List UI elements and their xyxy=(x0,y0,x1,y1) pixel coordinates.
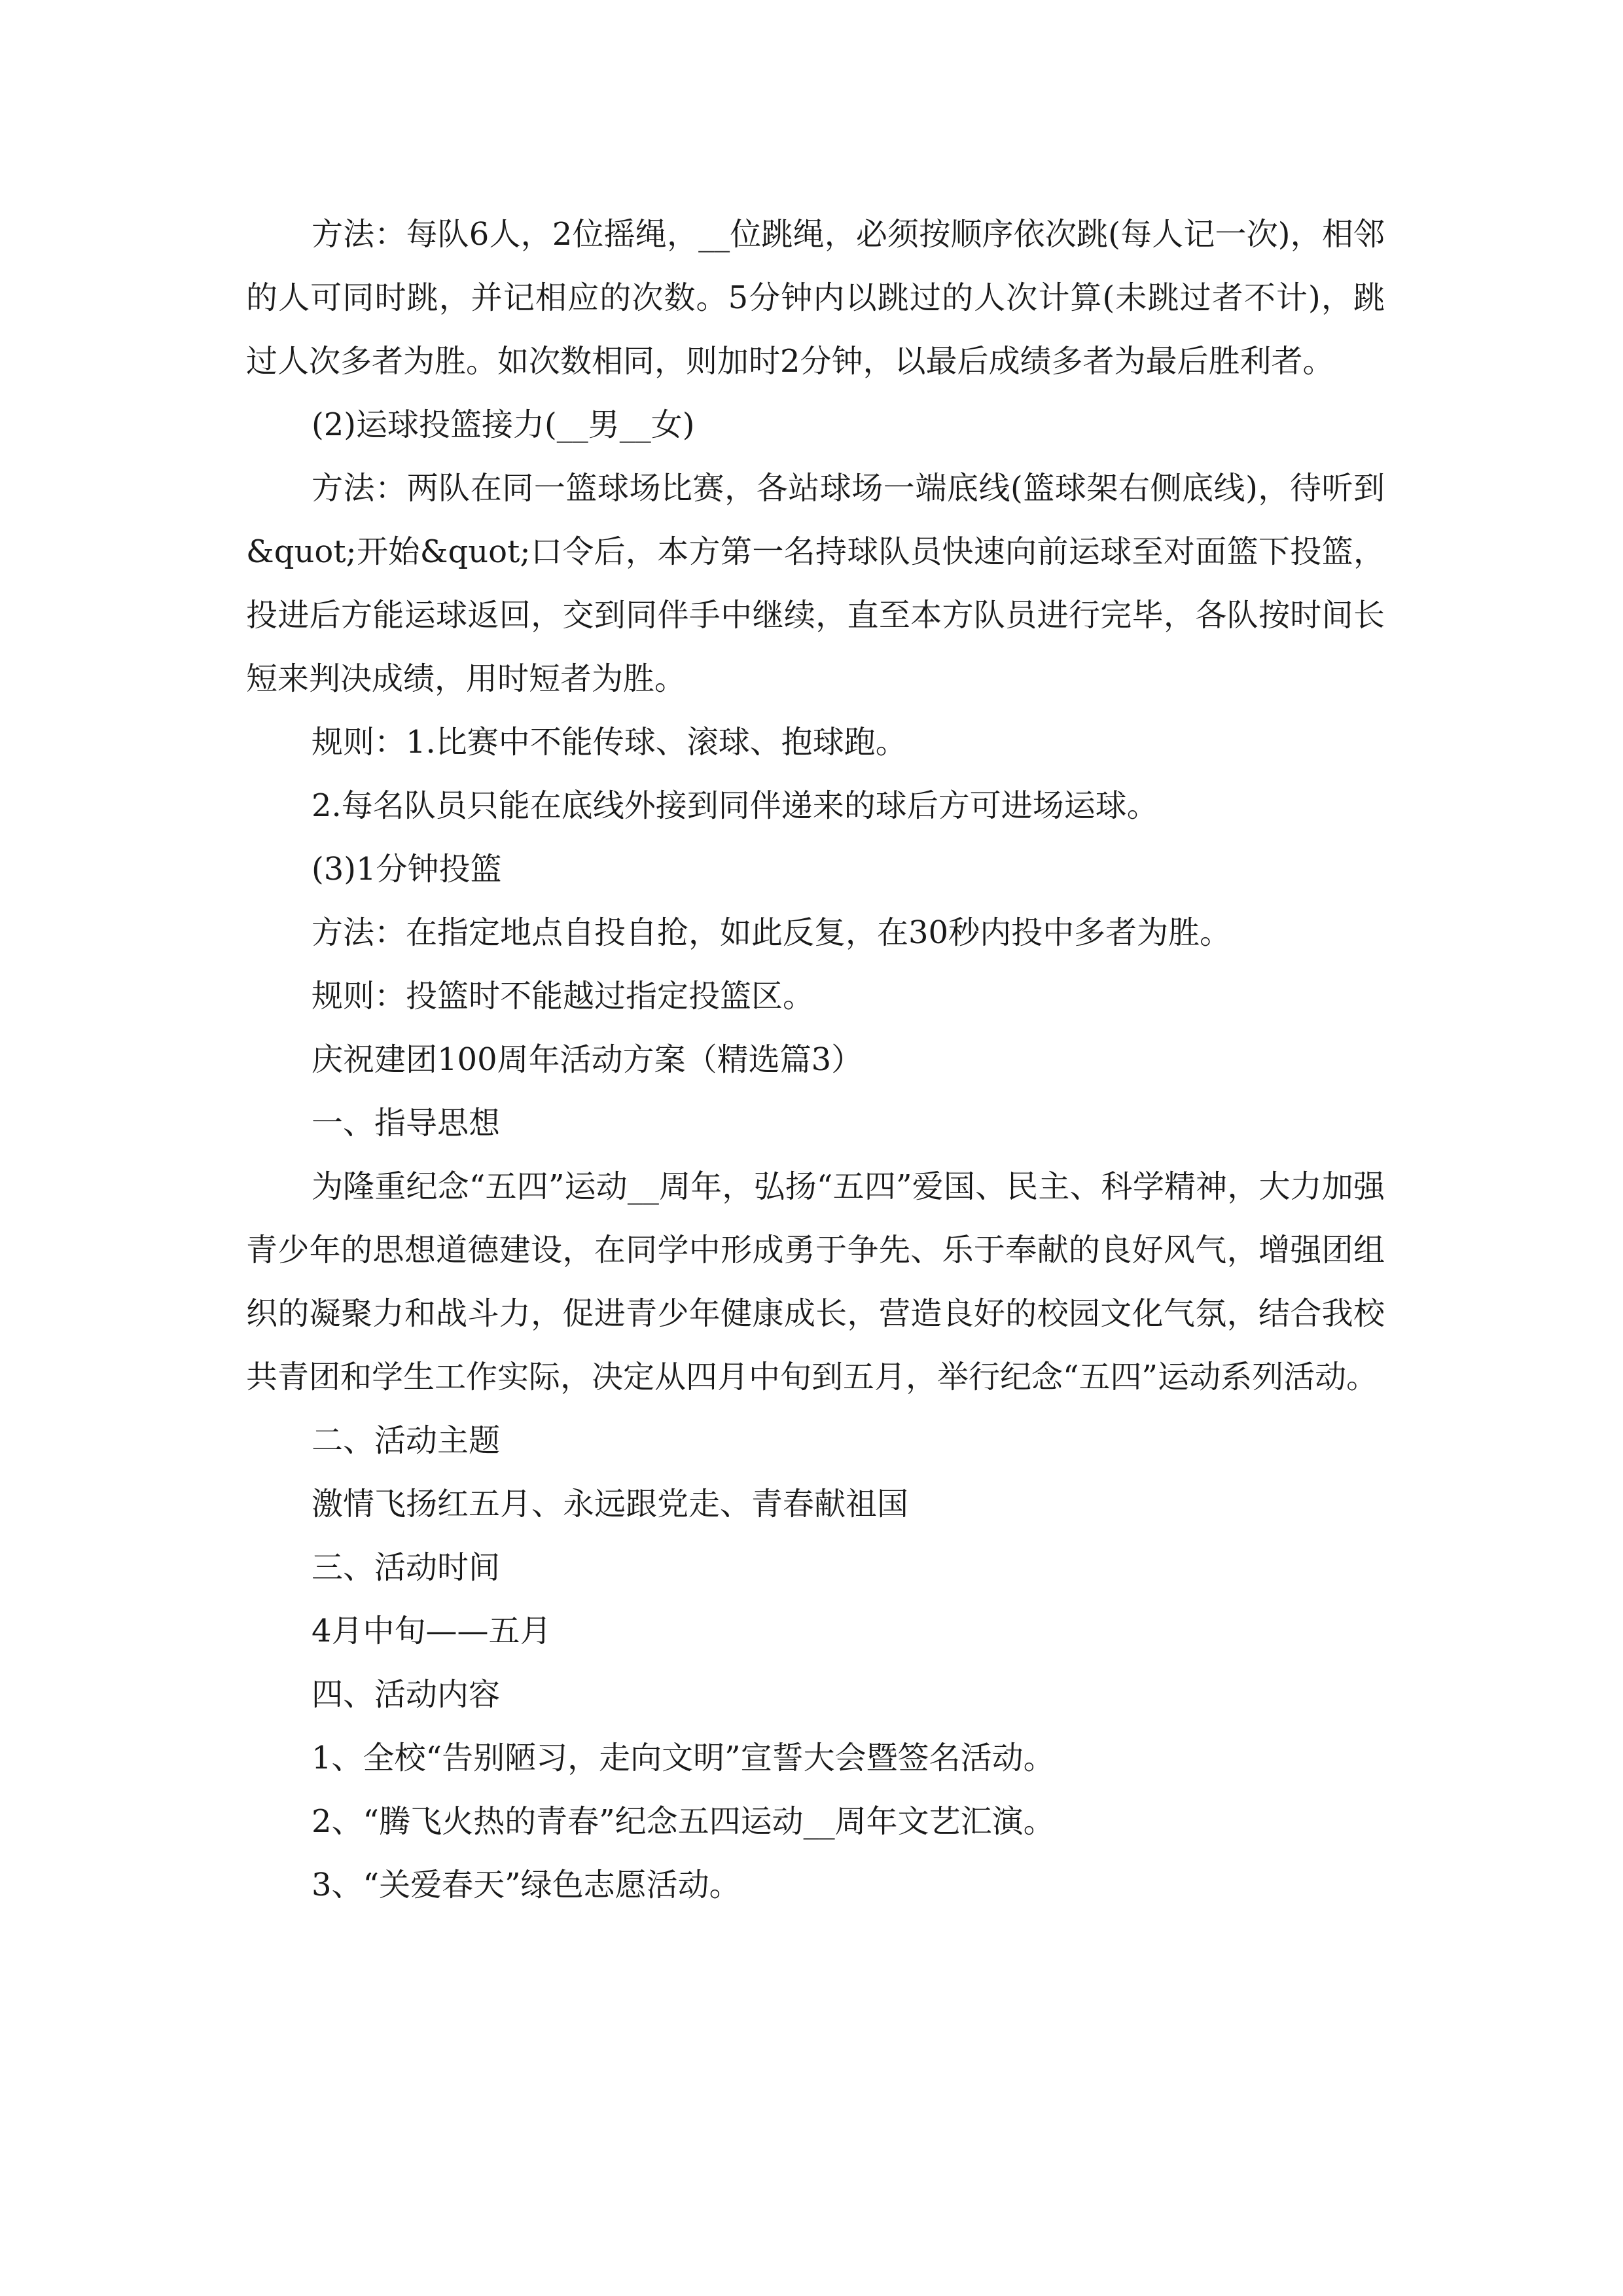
document-body xyxy=(246,203,1385,1917)
list-item-content-3: 3、“关爱春天”绿色志愿活动。 xyxy=(312,1867,741,1903)
list-item-content-1: 1、全校“告别陋习，走向文明”宣誓大会暨签名活动。 xyxy=(312,1740,1055,1776)
paragraph-activity-time: 4月中旬——五月 xyxy=(312,1613,552,1649)
heading-guiding-thought: 一、指导思想 xyxy=(312,1105,501,1141)
item-title-relay: (2)运球投篮接力(__男__女) xyxy=(312,406,695,443)
paragraph-activity-theme: 激情飞扬红五月、永远跟党走、青春献祖国 xyxy=(312,1486,909,1522)
heading-activity-theme: 二、活动主题 xyxy=(312,1422,501,1459)
section-title: 庆祝建团100周年活动方案（精选篇3） xyxy=(312,1041,863,1078)
paragraph-rule-3: 规则：投篮时不能越过指定投篮区。 xyxy=(312,978,815,1014)
paragraph-method-1: 方法：每队6人，2位摇绳，__位跳绳，必须按顺序依次跳(每人记一次)，相邻的人可同时跳，并记相应的次数。5分钟内以跳过的人次计算(未跳过者不计)，跳过人次多者为胜。如次数相同，则加时2分钟，以最后成绩多者为最后胜利者。 xyxy=(246,216,1385,380)
heading-activity-time: 三、活动时间 xyxy=(312,1549,501,1586)
paragraph-method-3: 方法：在指定地点自投自抢，如此反复，在30秒内投中多者为胜。 xyxy=(312,914,1232,951)
list-item-content-2: 2、“腾飞火热的青春”纪念五四运动__周年文艺汇演。 xyxy=(312,1803,1055,1840)
paragraph-method-2: 方法：两队在同一篮球场比赛，各站球场一端底线(篮球架右侧底线)，待听到&quot;开始&quot;口令后，本方第一名持球队员快速向前运球至对面篮下投篮，投进后方能运球返回，交到同伴手中继续，直至本方队员进行完毕，各队按时间长短来判决成绩，用时短者为胜。 xyxy=(246,470,1385,697)
paragraph-rule-2-2: 2.每名队员只能在底线外接到同伴递来的球后方可进场运球。 xyxy=(312,787,1158,824)
paragraph-rule-2-1: 规则：1.比赛中不能传球、滚球、抱球跑。 xyxy=(312,724,907,761)
paragraph-guiding-thought: 为隆重纪念“五四”运动__周年，弘扬“五四”爱国、民主、科学精神，大力加强青少年的思想道德建设，在同学中形成勇于争先、乐于奉献的良好风气，增强团组织的凝聚力和战斗力，促进青少年健康成长，营造良好的校园文化气氛，结合我校共青团和学生工作实际，决定从四月中旬到五月，举行纪念“五四”运动系列活动。 xyxy=(246,1168,1385,1395)
item-title-shooting: (3)1分钟投篮 xyxy=(312,851,502,888)
heading-activity-content: 四、活动内容 xyxy=(312,1676,501,1713)
